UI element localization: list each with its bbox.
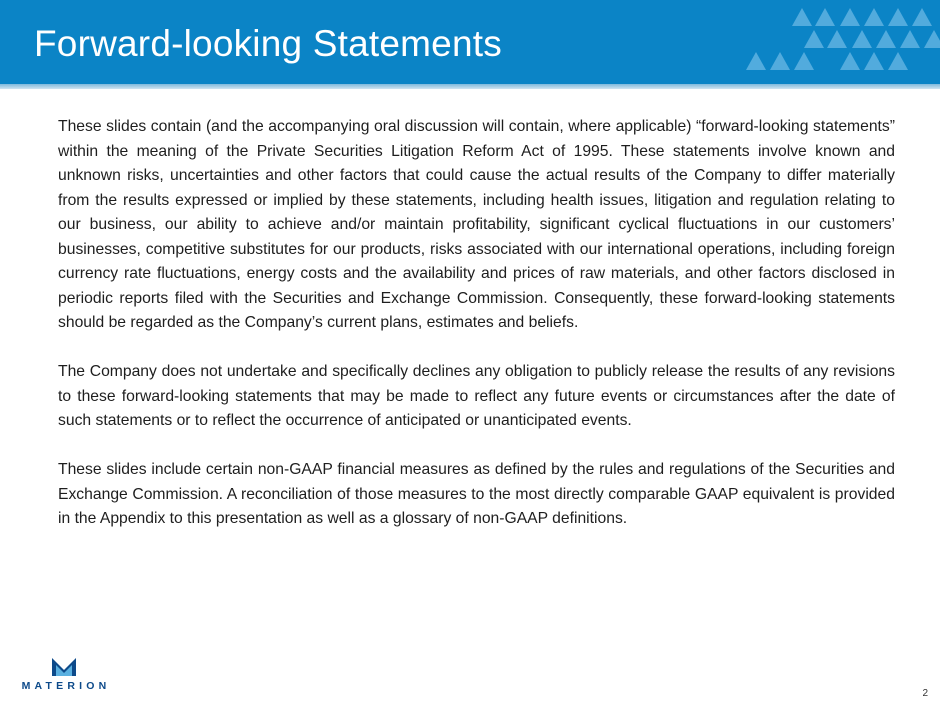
paragraph-no-obligation: The Company does not undertake and specifically declines any obligation to publicly release the results of any revisions to these forward-looking statements that may be made to reflect any future events or circumstances after the date of such statements or to reflect the occurrence of anticipated or unanticipated events. xyxy=(58,363,895,429)
paragraph-non-gaap: These slides include certain non-GAAP financial measures as defined by the rules and regulations of the Securities and Exchange Commission. A reconciliation of those measures to the most directly comparable GAAP equivalent is provided in the Appendix to this presentation as well as a glossary of non-GAAP definitions. xyxy=(58,461,895,527)
materion-m-icon xyxy=(51,656,77,676)
page-title: Forward-looking Statements xyxy=(34,23,502,64)
paragraph-forward-looking: These slides contain (and the accompanying oral discussion will contain, where applicable) “forward-looking statements” within the meaning of the Private Securities Litigation Reform Act of 1995. These statements involve known and unknown risks, uncertainties and other factors that could cause the actual results of the Company to differ materially from the results expressed or implied by these statements, including health issues, litigation and regulation relating to our business, our ability to achieve and/or maintain profitability, significant cyclical fluctuations in our customers’ businesses, competitive substitutes for our products, risks associated with our international operations, including foreign currency rate fluctuations, energy costs and the availability and prices of raw materials, and other factors disclosed in periodic reports filed with the Securities and Exchange Commission. Consequently, these forward-looking statements should be regarded as the Company’s current plans, estimates and beliefs. xyxy=(58,118,895,331)
logo-wordmark: MATERION xyxy=(21,680,111,692)
company-logo xyxy=(16,656,116,696)
triangle-pattern-icon xyxy=(710,0,940,84)
header-band xyxy=(0,0,940,84)
page-number: 2 xyxy=(922,688,928,699)
header-divider xyxy=(0,84,940,89)
statement-body xyxy=(58,115,895,556)
